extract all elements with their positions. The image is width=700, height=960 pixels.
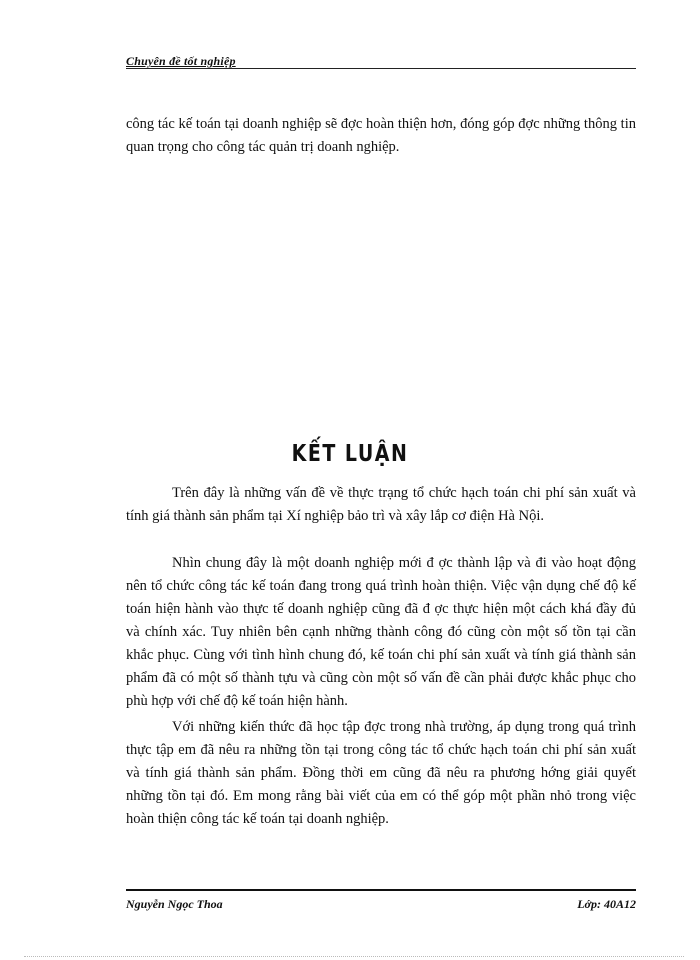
- conclusion-paragraph-3: Với những kiến thức đã học tập đợc trong nhà trường, áp dụng trong quá trình thực tập em đã nêu ra những tồn tại trong công tác tổ chức hạch toán chi phí sản xuất và tính giá thành sản phẩm. Đồng thời em cũng đã nêu ra phương hớng giải quyết những tồn tại đó. Em mong rằng bài viết của em có thể góp một phần nhỏ trong việc hoàn thiện công tác kế toán tại doanh nghiệp.: [126, 719, 636, 827]
- footer-author: Nguyễn Ngọc Thoa: [126, 897, 223, 911]
- conclusion-paragraph-1: Trên đây là những vấn đề về thực trạng tổ chức hạch toán chi phí sản xuất và tính giá thành sản phẩm tại Xí nghiệp bảo trì và xây lắp cơ điện Hà Nội.: [126, 485, 636, 524]
- page-bottom-rule: [24, 956, 684, 957]
- conclusion-paragraph-2: Nhìn chung đây là một doanh nghiệp mới đ ợc thành lập và đi vào hoạt động nên tổ chức công tác kế toán đang trong quá trình hoàn thiện. Việc vận dụng chế độ kế toán hiện hành vào thực tế doanh nghiệp cũng đã đ ợc thực hiện một cách khá đầy đủ và chính xác. Tuy nhiên bên cạnh những thành công đó cũng còn một số tồn tại cần khắc phục. Cùng với tình hình chung đó, kế toán chi phí sản xuất và tính giá thành sản phẩm đã có một số thành tựu và cũng còn một số vấn đề cần phải được khắc phục cho phù hợp với chế độ kế toán hiện hành.: [126, 555, 636, 709]
- footer-class: Lớp: 40A12: [577, 897, 636, 911]
- page-footer: [126, 889, 636, 919]
- intro-paragraph: công tác kế toán tại doanh nghiệp sẽ đợc hoàn thiện hơn, đóng góp đợc những thông tin quan trọng cho công tác quản trị doanh nghiệp.: [126, 116, 636, 155]
- header-title: Chuyên đề tốt nghiệp: [126, 54, 236, 68]
- page-header: [126, 54, 636, 69]
- section-title: KẾT LUẬN: [291, 440, 409, 468]
